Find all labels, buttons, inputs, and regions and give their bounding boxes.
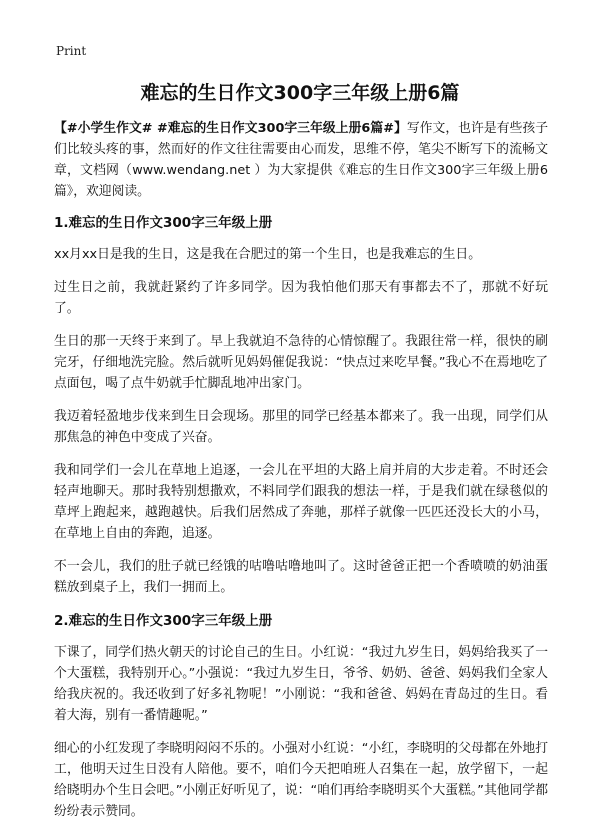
print-link[interactable]: Print: [56, 44, 87, 58]
intro-tags: 【#小学生作文# #难忘的生日作文300字三年级上册6篇#】: [54, 121, 407, 136]
section-heading-1: 1.难忘的生日作文300字三年级上册: [54, 215, 273, 231]
intro-text: 写作文，也许是有些孩子们比较头疼的事，然而好的作文往往需要由心而发，思维不停，笔尖不断写下的流畅文章，文档网（www.wendang.net ）为大家提供《难忘的生日作文300字三年级上册6篇》，欢迎阅读。: [54, 121, 549, 199]
intro-paragraph: [54, 118, 548, 202]
page-title: 难忘的生日作文300字三年级上册6篇: [140, 82, 460, 104]
paragraph: 生日的那一天终于来到了。早上我就迫不急待的心情惊醒了。我跟往常一样，很快的刷完牙，仔细地洗完脸。然后就听见妈妈催促我说：“快点过来吃早餐。”我心不在焉地吃了点面包，喝了点牛奶就手忙脚乱地冲出家门。: [54, 334, 548, 391]
paragraph: 不一会儿，我们的肚子就已经饿的咕噜咕噜地叫了。这时爸爸正把一个香喷喷的奶油蛋糕放到桌子上，我们一拥而上。: [54, 559, 548, 595]
paragraph: xx月xx日是我的生日，这是我在合肥过的第一个生日，也是我难忘的生日。: [54, 247, 481, 262]
paragraph: 细心的小红发现了李晓明闷闷不乐的。小强对小红说：“小红，李晓明的父母都在外地打工，他明天过生日没有人陪他。要不，咱们今天把咱班人召集在一起，放学留下，一起给晓明办个生日会吧。”小刚正好听见了，说：“咱们再给李晓明买个大蛋糕。”其他同学都纷纷表示赞同。: [54, 741, 548, 819]
paragraph: 我和同学们一会儿在草地上追逐，一会儿在平坦的大路上肩并肩的大步走着。不时还会轻声地聊天。那时我特别想撒欢，不料同学们跟我的想法一样，于是我们就在绿毯似的草坪上跑起来，越跑越快。后我们居然成了奔驰，那样子就像一匹匹还没长大的小马，在草地上自由的奔跑，追逐。: [54, 463, 548, 541]
paragraph: 我迈着轻盈地步伐来到生日会现场。那里的同学已经基本都来了。我一出现，同学们从那焦急的神色中变成了兴奋。: [54, 409, 548, 445]
article-body: [54, 118, 548, 834]
paragraph: 下课了，同学们热火朝天的讨论自己的生日。小红说：“我过九岁生日，妈妈给我买了一个大蛋糕，我特别开心。”小强说：“我过九岁生日，爷爷、奶奶、爸爸、妈妈我们全家人给我庆祝的。我还收到了好多礼物呢！”小刚说：“我和爸爸、妈妈在青岛过的生日。看着大海，别有一番情趣呢。”: [54, 645, 548, 723]
section-heading-2: 2.难忘的生日作文300字三年级上册: [54, 613, 273, 629]
paragraph: 过生日之前，我就赶紧约了许多同学。因为我怕他们那天有事都去不了，那就不好玩了。: [54, 280, 548, 316]
